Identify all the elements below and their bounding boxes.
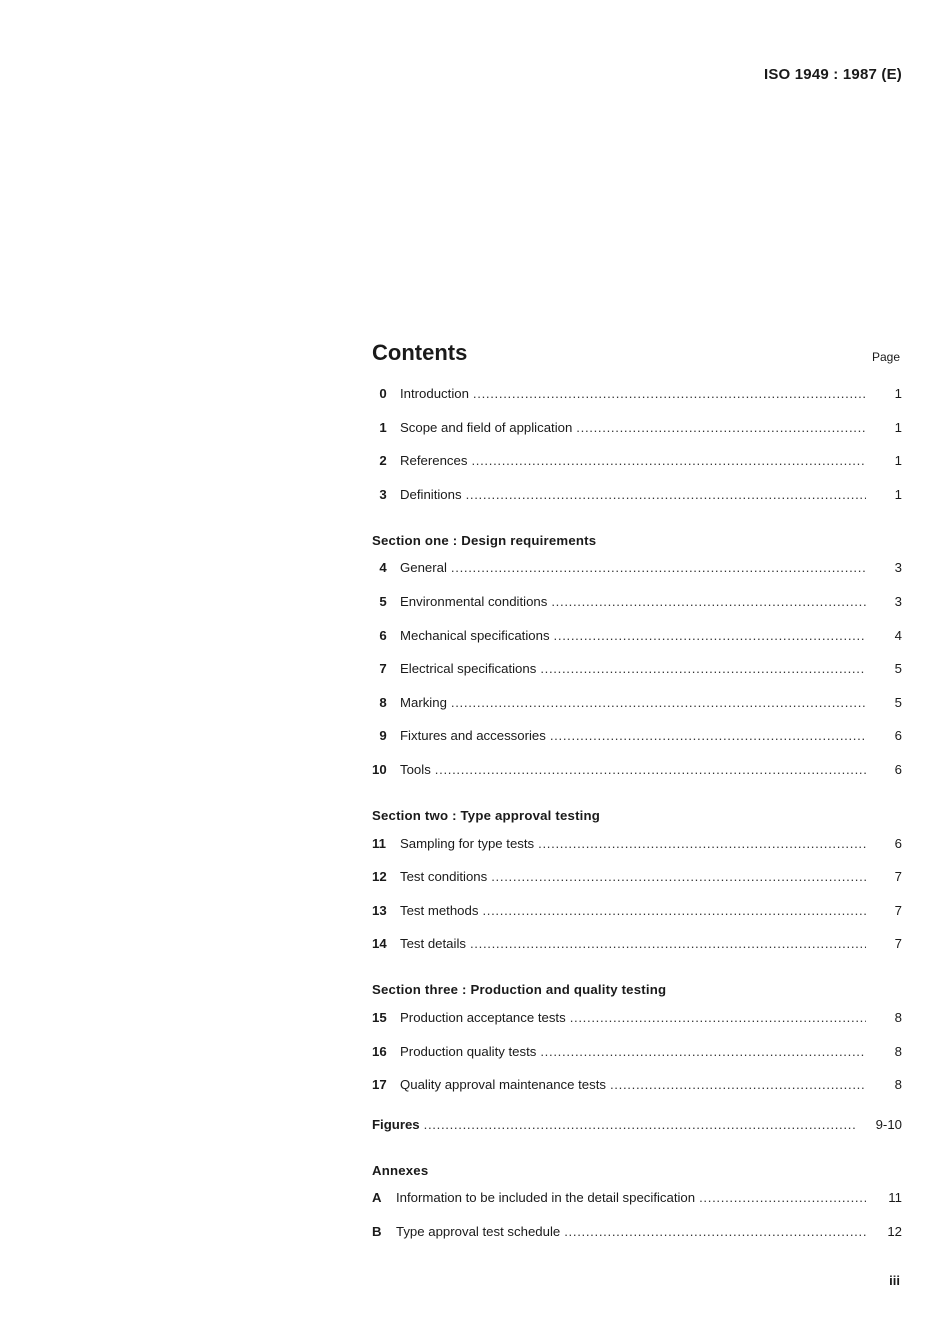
entry-page: 3 bbox=[894, 593, 902, 609]
entry-number: 17 bbox=[372, 1077, 387, 1093]
dot-leader bbox=[564, 1224, 866, 1239]
entry-label: Environmental conditions bbox=[400, 593, 548, 609]
dot-leader bbox=[551, 594, 866, 609]
entry-page: 7 bbox=[894, 936, 902, 952]
toc-entry-quality-approval[interactable] bbox=[372, 1077, 902, 1111]
toc-entry-figures[interactable] bbox=[372, 1117, 902, 1151]
dot-leader bbox=[471, 453, 866, 468]
dot-leader bbox=[540, 661, 866, 676]
page-column-label: Page bbox=[871, 350, 900, 364]
entry-page: 1 bbox=[894, 486, 902, 502]
entry-page: 7 bbox=[894, 902, 902, 918]
dot-leader bbox=[473, 386, 866, 401]
toc-entry-scope[interactable] bbox=[372, 420, 902, 454]
entry-page: 6 bbox=[894, 835, 902, 851]
section-one-heading: Section one : Design requirements bbox=[372, 532, 597, 548]
entry-page: 4 bbox=[894, 627, 902, 643]
toc-entry-general[interactable] bbox=[372, 560, 902, 594]
entry-page: 5 bbox=[894, 661, 902, 677]
entry-page: 3 bbox=[894, 560, 902, 576]
toc-entry-production-quality[interactable] bbox=[372, 1044, 902, 1078]
entry-label: Type approval test schedule bbox=[396, 1223, 561, 1239]
toc-entry-production-acceptance[interactable] bbox=[372, 1010, 902, 1044]
entry-label: Scope and field of application bbox=[400, 419, 573, 435]
entry-page: 8 bbox=[894, 1043, 902, 1059]
toc-entry-annex-a[interactable] bbox=[372, 1190, 902, 1224]
entry-page: 1 bbox=[894, 453, 902, 469]
entry-label: Test conditions bbox=[400, 869, 488, 885]
entry-number: 16 bbox=[372, 1043, 387, 1059]
toc-entry-fixtures[interactable] bbox=[372, 728, 902, 762]
page-title: Contents bbox=[372, 340, 468, 365]
dot-leader bbox=[550, 728, 866, 743]
entry-label: Information to be included in the detail specification bbox=[396, 1190, 696, 1206]
document-reference: ISO 1949 : 1987 (E) bbox=[763, 66, 902, 83]
toc-header bbox=[372, 340, 902, 386]
entry-label: Tools bbox=[400, 761, 431, 777]
entry-number: 6 bbox=[379, 627, 387, 643]
entry-label: Quality approval maintenance tests bbox=[400, 1077, 606, 1093]
entry-label: Test methods bbox=[400, 902, 479, 918]
entry-page: 8 bbox=[894, 1009, 902, 1025]
dot-leader bbox=[570, 1010, 866, 1025]
dot-leader bbox=[540, 1044, 866, 1059]
dot-leader bbox=[451, 560, 866, 575]
entry-label: Marking bbox=[400, 694, 447, 710]
entry-number: B bbox=[372, 1223, 382, 1239]
entry-number: A bbox=[372, 1190, 382, 1206]
toc-entry-annex-b[interactable] bbox=[372, 1224, 902, 1258]
entry-number: 2 bbox=[379, 453, 387, 469]
dot-leader bbox=[435, 762, 866, 777]
dot-leader bbox=[699, 1190, 866, 1205]
dot-leader bbox=[424, 1117, 856, 1132]
toc-entry-test-details[interactable] bbox=[372, 936, 902, 970]
entry-number: 7 bbox=[379, 661, 387, 677]
entry-number: 8 bbox=[379, 694, 387, 710]
dot-leader bbox=[554, 628, 866, 643]
entry-label: Sampling for type tests bbox=[400, 835, 535, 851]
section-three-heading: Section three : Production and quality testing bbox=[372, 982, 667, 998]
toc-entry-tools[interactable] bbox=[372, 762, 902, 796]
entry-page: 9-10 bbox=[875, 1116, 902, 1132]
entry-label: General bbox=[400, 560, 447, 576]
dot-leader bbox=[538, 836, 866, 851]
entry-number: 1 bbox=[379, 419, 387, 435]
entry-page: 1 bbox=[894, 419, 902, 435]
entry-page: 6 bbox=[894, 761, 902, 777]
toc-entry-definitions[interactable] bbox=[372, 487, 902, 521]
toc-entry-marking[interactable] bbox=[372, 695, 902, 729]
page-number: iii bbox=[889, 1273, 900, 1288]
dot-leader bbox=[482, 903, 866, 918]
toc-entry-mechanical[interactable] bbox=[372, 628, 902, 662]
toc-entry-electrical[interactable] bbox=[372, 661, 902, 695]
toc-entry-test-conditions[interactable] bbox=[372, 869, 902, 903]
entry-number: 13 bbox=[372, 902, 387, 918]
toc-entry-sampling[interactable] bbox=[372, 836, 902, 870]
entry-label: Figures bbox=[372, 1116, 420, 1132]
entry-number: 12 bbox=[372, 869, 387, 885]
entry-label: Production quality tests bbox=[400, 1043, 537, 1059]
toc-entry-introduction[interactable] bbox=[372, 386, 902, 420]
toc-entry-test-methods[interactable] bbox=[372, 903, 902, 937]
toc-entry-environmental[interactable] bbox=[372, 594, 902, 628]
table-of-contents bbox=[372, 340, 902, 1257]
entry-page: 1 bbox=[894, 386, 902, 401]
entry-number: 0 bbox=[379, 386, 387, 401]
entry-number: 3 bbox=[379, 486, 387, 502]
annexes-heading: Annexes bbox=[372, 1162, 429, 1178]
dot-leader bbox=[451, 695, 866, 710]
entry-number: 4 bbox=[379, 560, 387, 576]
entry-number: 9 bbox=[379, 728, 387, 744]
entry-page: 6 bbox=[894, 728, 902, 744]
entry-page: 12 bbox=[887, 1223, 902, 1239]
entry-page: 7 bbox=[894, 869, 902, 885]
entry-number: 5 bbox=[379, 593, 387, 609]
entry-page: 8 bbox=[894, 1077, 902, 1093]
dot-leader bbox=[491, 869, 866, 884]
entry-label: Fixtures and accessories bbox=[400, 728, 546, 744]
dot-leader bbox=[470, 936, 866, 951]
entry-page: 11 bbox=[888, 1190, 902, 1206]
dot-leader bbox=[466, 487, 866, 502]
entry-label: Test details bbox=[400, 936, 466, 952]
entry-number: 11 bbox=[372, 835, 386, 851]
entry-label: Mechanical specifications bbox=[400, 627, 550, 643]
dot-leader bbox=[610, 1077, 866, 1092]
entry-label: References bbox=[400, 453, 468, 469]
entry-label: Production acceptance tests bbox=[400, 1009, 566, 1025]
entry-label: Definitions bbox=[400, 486, 462, 502]
entry-number: 14 bbox=[372, 936, 387, 952]
entry-number: 15 bbox=[372, 1009, 387, 1025]
entry-page: 5 bbox=[894, 694, 902, 710]
section-two-heading: Section two : Type approval testing bbox=[372, 808, 601, 824]
entry-label: Introduction bbox=[400, 386, 469, 401]
toc-entry-references[interactable] bbox=[372, 453, 902, 487]
entry-label: Electrical specifications bbox=[400, 661, 537, 677]
dot-leader bbox=[576, 420, 866, 435]
entry-number: 10 bbox=[372, 761, 387, 777]
